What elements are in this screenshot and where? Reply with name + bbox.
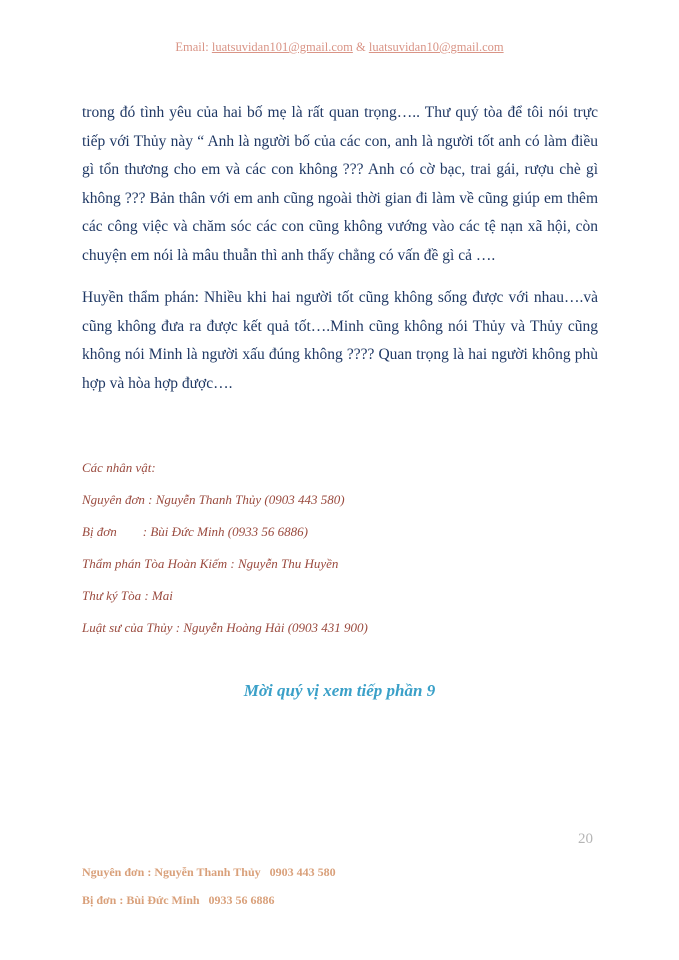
page-footer: [82, 864, 336, 920]
email-separator: &: [352, 40, 369, 54]
document-body: [82, 99, 598, 398]
character-plaintiff: Nguyên đơn : Nguyễn Thanh Thủy (0903 443 580): [82, 492, 345, 507]
email-link-2[interactable]: luatsuvidan10@gmail.com: [368, 40, 504, 54]
paragraph-1: trong đó tình yêu của hai bố mẹ là rất quan trọng….. Thư quý tòa để tôi nói trực tiếp với Thủy này “ Anh là người bố của các con, anh là người tốt anh có làm điều gì tổn thương cho em và các con không ??? Anh có cờ bạc, trai gái, rượu chè gì không ??? Bản thân với em anh cũng ngoài thời gian đi làm về cũng giúp em thêm các công việc và chăm sóc các con cũng không vướng vào các tệ nạn xã hội, còn chuyện em nói là mâu thuẫn thì anh thấy chẳng có vấn đề gì cả ….: [82, 104, 598, 264]
email-link-1[interactable]: luatsuvidan101@gmail.com: [211, 40, 353, 54]
email-label: Email:: [175, 40, 212, 54]
paragraph-2: Huyền thẩm phán: Nhiều khi hai người tốt cũng không sống được với nhau….và cũng không đưa ra được kết quả tốt….Minh cũng không nói Thủy và Thủy cũng không nói Minh là người xấu đúng không ???? Quan trọng là hai người không phù hợp và hòa hợp được….: [82, 289, 598, 392]
footer-defendant: Bị đơn : Bùi Đức Minh 0933 56 6886: [82, 893, 275, 907]
continue-notice: Mời quý vị xem tiếp phần 9: [243, 681, 436, 700]
page-number: 20: [578, 831, 593, 847]
characters-heading: Các nhân vật:: [82, 460, 156, 475]
character-defendant: Bị đơn : Bùi Đức Minh (0933 56 6886): [82, 524, 308, 539]
characters-list: [82, 458, 368, 650]
page-header: [0, 40, 679, 55]
character-clerk: Thư ký Tòa : Mai: [82, 588, 173, 603]
character-judge: Thẩm phán Tòa Hoàn Kiếm : Nguyễn Thu Huyền: [82, 556, 339, 571]
character-lawyer: Luật sư của Thủy : Nguyễn Hoàng Hải (0903 431 900): [82, 620, 368, 635]
footer-plaintiff: Nguyên đơn : Nguyễn Thanh Thủy 0903 443 580: [82, 865, 336, 879]
